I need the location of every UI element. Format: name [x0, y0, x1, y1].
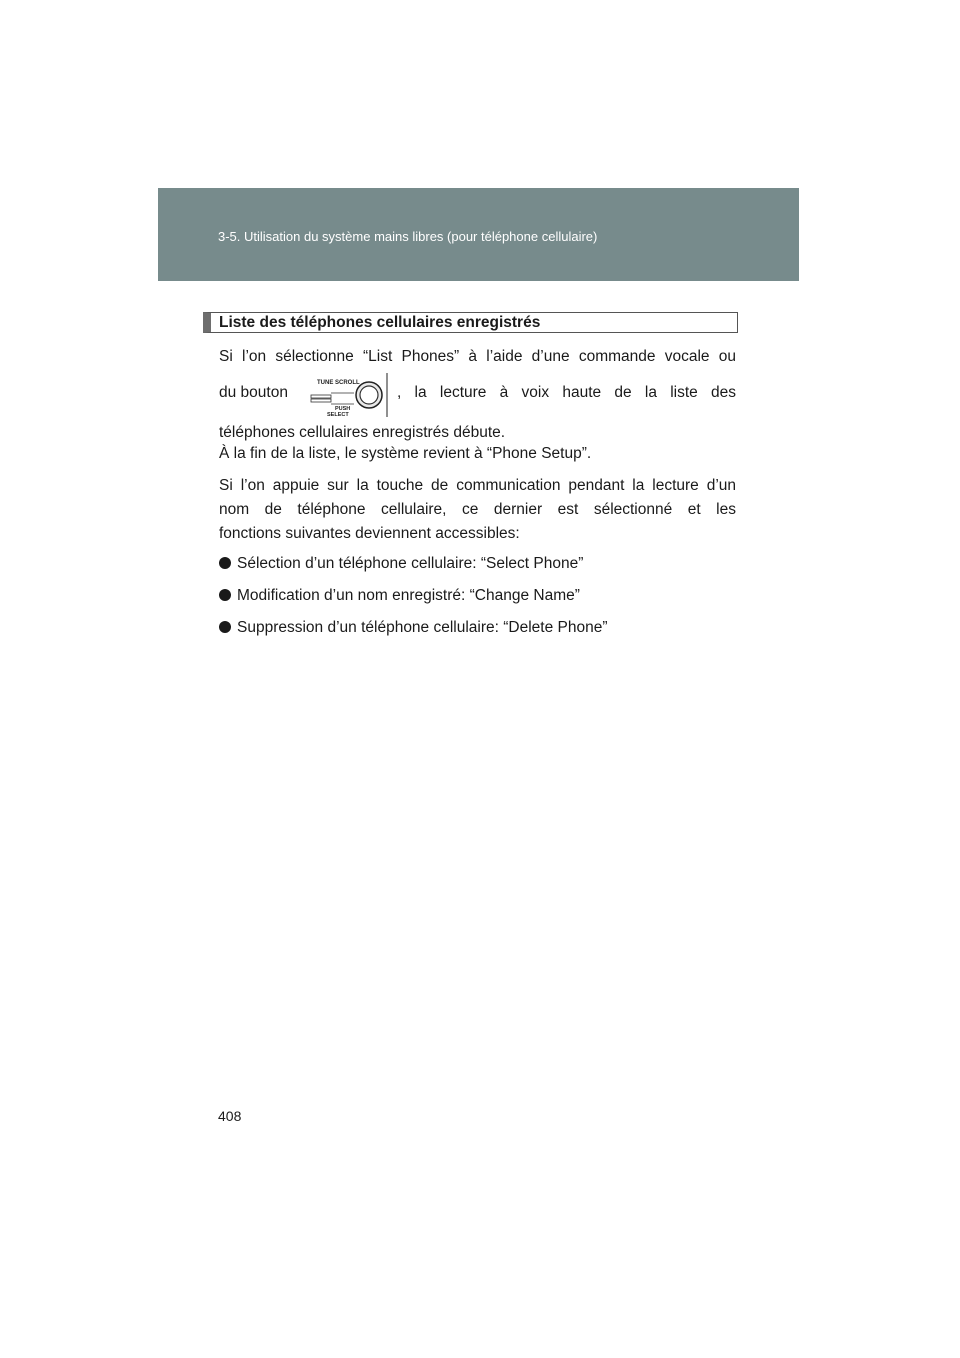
knob-row	[219, 373, 736, 417]
paragraph-1-trail: , la lecture à voix haute de la liste des	[397, 384, 736, 401]
tune-scroll-knob-icon	[309, 373, 389, 417]
section-heading-text: Liste des téléphones cellulaires enregistrés	[219, 314, 541, 331]
paragraph-2-line-3: fonctions suivantes deviennent accessibles:	[219, 525, 520, 542]
bullet-text: Modification d’un nom enregistré: “Change Name”	[237, 587, 580, 604]
paragraph-1-line-1: Si l’on sélectionne “List Phones” à l’aide d’une commande vocale ou	[219, 348, 736, 365]
bullet-item	[219, 584, 736, 608]
knob-label-push: PUSH	[335, 406, 351, 412]
paragraph-1-line-4: À la fin de la liste, le système revient à “Phone Setup”.	[219, 445, 592, 462]
page-number: 408	[218, 1108, 242, 1124]
bullet-text: Suppression d’un téléphone cellulaire: “Delete Phone”	[237, 619, 608, 636]
bullet-dot-icon	[219, 621, 231, 633]
bullet-dot-icon	[219, 557, 231, 569]
bullet-item	[219, 616, 736, 640]
paragraph-2-line-1: Si l’on appuie sur la touche de communication pendant la lecture d’un	[219, 477, 736, 494]
knob-label-select: SELECT	[327, 412, 349, 417]
paragraph-1-lead: du bouton	[219, 384, 288, 401]
bullet-dot-icon	[219, 589, 231, 601]
bullet-text: Sélection d’un téléphone cellulaire: “Select Phone”	[237, 555, 584, 572]
bullet-item	[219, 552, 736, 576]
paragraph-2-line-2: nom de téléphone cellulaire, ce dernier est sélectionné et les	[219, 501, 736, 518]
section-breadcrumb: 3-5. Utilisation du système mains libres (pour téléphone cellulaire)	[218, 229, 598, 244]
paragraph-1-line-3: téléphones cellulaires enregistrés débute.	[219, 424, 506, 441]
section-heading	[203, 312, 738, 333]
knob-label-top: TUNE SCROLL	[317, 380, 360, 386]
